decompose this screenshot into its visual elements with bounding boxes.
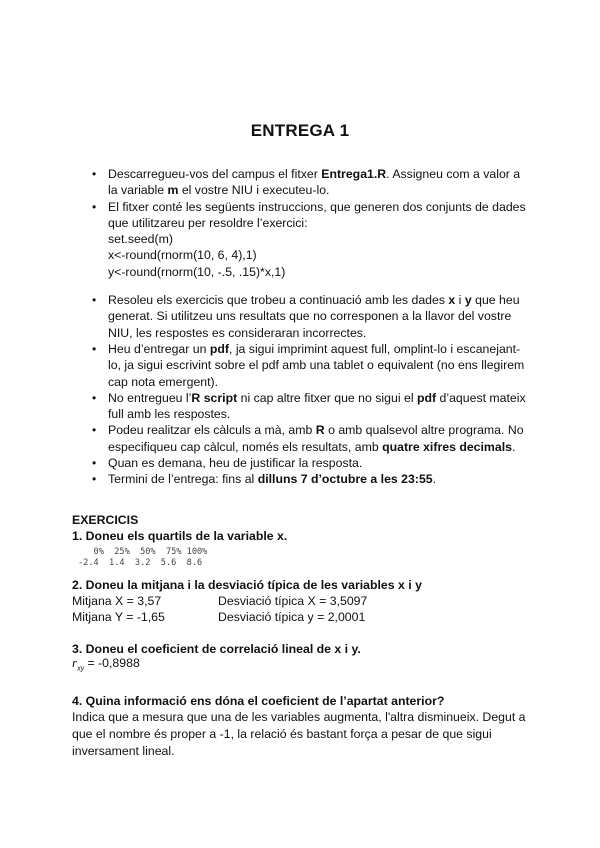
question-3: 3. Doneu el coeficient de correlació lineal de x i y. — [72, 642, 361, 656]
question-2: 2. Doneu la mitjana i la desviació típica de les variables x i y — [72, 578, 422, 592]
instruction-item: • El fitxer conté les següents instruccions, que generen dos conjunts de dades que utilitzareu per resoldre l’exercici: set.seed(m) x<-round(rnorm(10, 6, 4),1) y<-round(rnorm(10, -.5, .15)*x,1) — [92, 199, 532, 292]
sd-y: Desviació típica y = 2,0001 — [218, 610, 366, 624]
code-line: x<-round(rnorm(10, 6, 4),1) — [108, 248, 257, 263]
instruction-item: • No entregueu l’R script ni cap altre fitxer que no sigui el pdf d’aquest mateix full amb les respostes. — [92, 390, 532, 423]
section-heading: EXERCICIS — [72, 513, 139, 527]
mean-x: Mitjana X = 3,57 — [72, 594, 162, 608]
code-line: set.seed(m) — [108, 232, 173, 247]
answer-4: Indica que a mesura que una de les variables augmenta, l'altra disminueix. Degut a que el nombre és proper a -1, la relació és bastant força a pesar de que sigui inversament lineal. — [72, 710, 526, 758]
instructions-list — [92, 166, 532, 488]
page-title: ENTREGA 1 — [250, 121, 350, 140]
correlation-value: = -0,8988 — [87, 656, 140, 670]
correlation-answer — [72, 655, 140, 672]
instruction-item: • Podeu realitzar els càlculs a mà, amb R o amb qualsevol altre programa. No especifiqueu cap càlcul, només els resultats, amb quatre xifres decimals. — [92, 422, 532, 455]
question-4: 4. Quina informació ens dóna el coeficient de l’apartat anterior? — [72, 694, 445, 708]
quantile-values: -2.4 1.4 3.2 5.6 8.6 — [78, 558, 203, 568]
code-line: y<-round(rnorm(10, -.5, .15)*x,1) — [108, 264, 286, 279]
instruction-item: • Termini de l’entrega: fins al dilluns 7 d’octubre a les 23:55. — [92, 471, 532, 487]
sd-x: Desviació típica X = 3,5097 — [218, 594, 368, 608]
instruction-item: • Descarregueu-vos del campus el fitxer Entrega1.R. Assigneu com a valor a la variable m el vostre NIU i executeu-lo. — [92, 166, 532, 199]
instruction-item: • Heu d’entregar un pdf, ja sigui imprimint aquest full, omplint-lo i escanejant-lo, ja sigui escrivint sobre el pdf amb una tablet o equivalent (no ens llegirem cap nota emergent). — [92, 341, 532, 390]
instruction-item: • Quan es demana, heu de justificar la resposta. — [92, 455, 532, 471]
mean-y: Mitjana Y = -1,65 — [72, 610, 165, 624]
correlation-symbol: r — [72, 655, 78, 670]
question-1: 1. Doneu els quartils de la variable x. — [72, 529, 288, 543]
correlation-subscript: xy — [77, 665, 85, 673]
instruction-item: • Resoleu els exercicis que trobeu a continuació amb les dades x i y que heu generat. Si utilitzeu uns resultats que no corresponen a la llavor del vostre NIU, les respostes es consideraran incorrectes. — [92, 292, 532, 341]
quantile-header: 0% 25% 50% 75% 100% — [78, 547, 208, 557]
